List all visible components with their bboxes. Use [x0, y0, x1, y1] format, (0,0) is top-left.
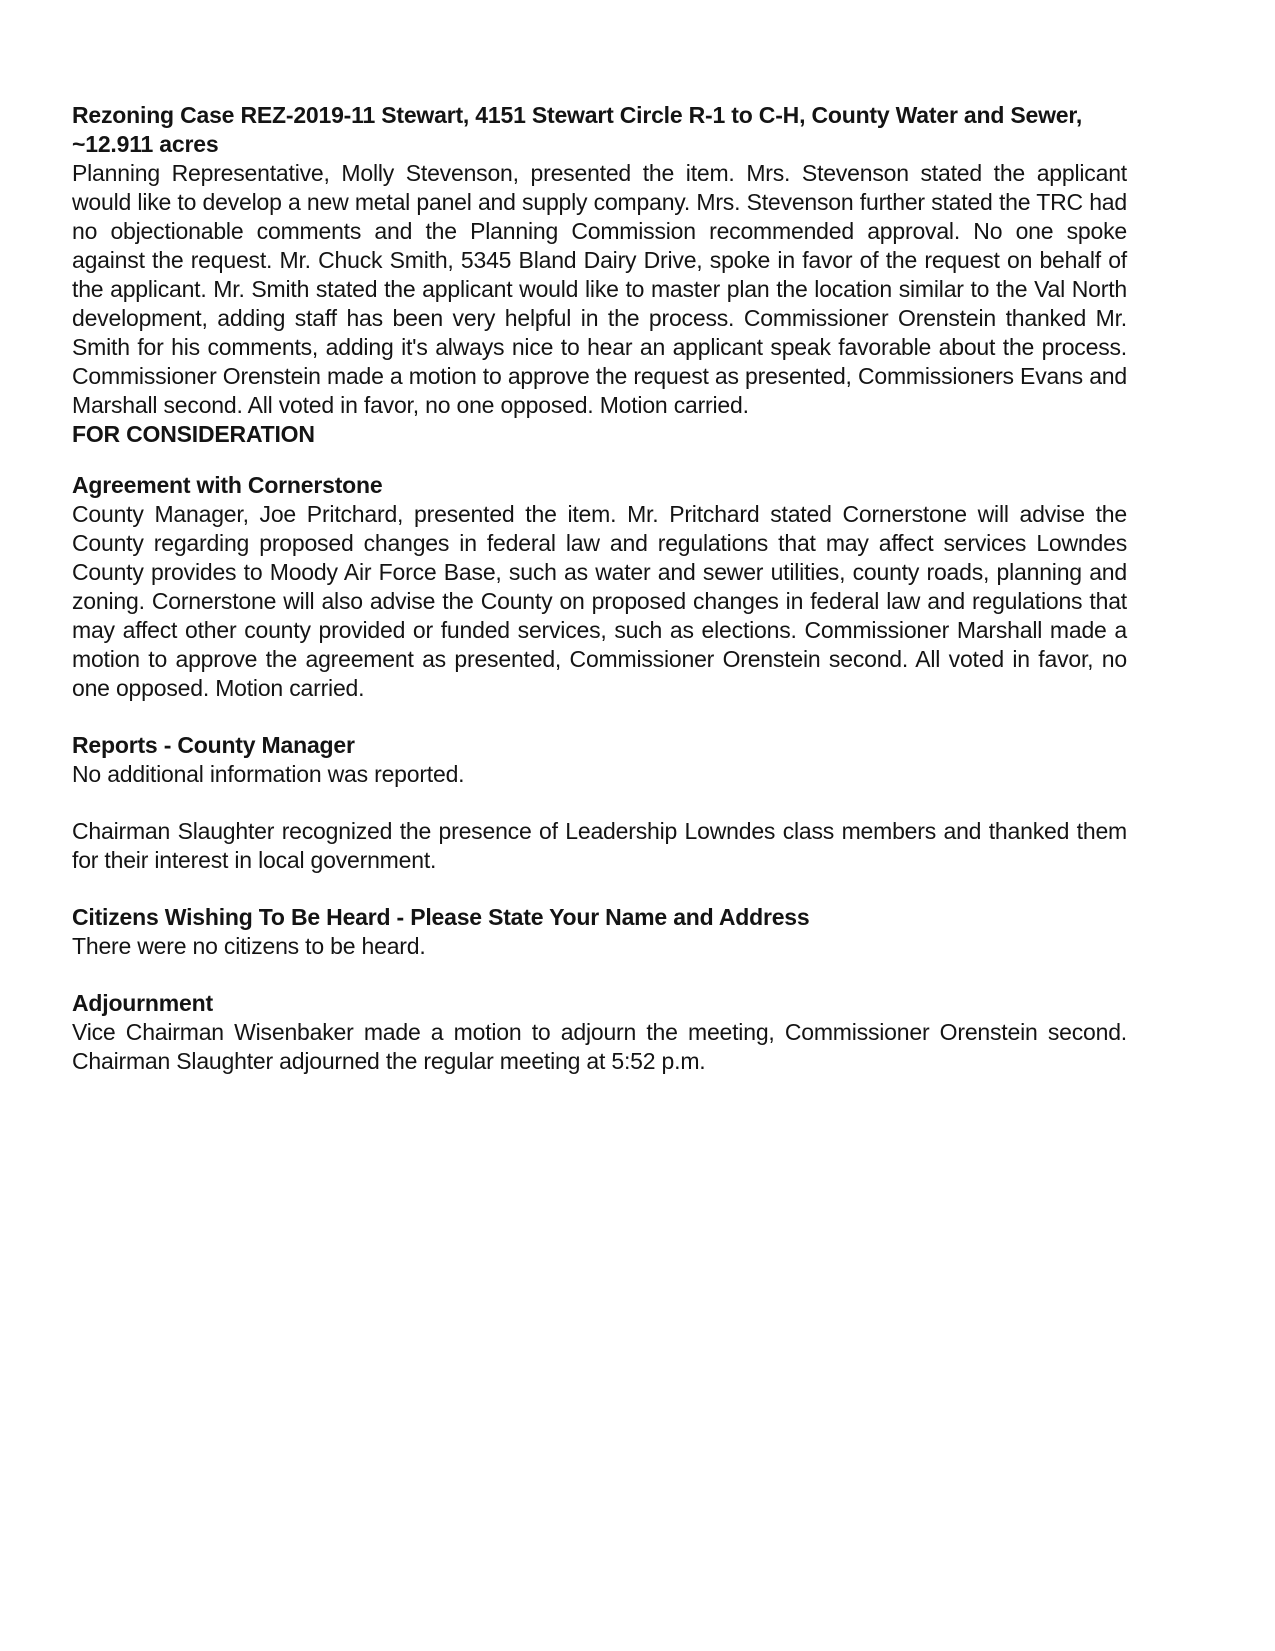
rezoning-case-heading: Rezoning Case REZ-2019-11 Stewart, 4151 Stewart Circle R-1 to C-H, County Water and Sewer, ~12.911 acres	[72, 102, 1083, 157]
section-agreement-cornerstone	[72, 471, 1127, 703]
agreement-cornerstone-heading: Agreement with Cornerstone	[72, 472, 383, 498]
section-adjournment	[72, 989, 1127, 1076]
citizens-to-be-heard-body: There were no citizens to be heard.	[72, 933, 426, 959]
section-citizens-to-be-heard	[72, 903, 1127, 961]
section-rezoning-case	[72, 101, 1127, 420]
reports-county-manager-body: No additional information was reported.	[72, 761, 465, 787]
section-reports-county-manager	[72, 731, 1127, 789]
adjournment-body: Vice Chairman Wisenbaker made a motion to adjourn the meeting, Commissioner Orenstein second. Chairman Slaughter adjourned the regular meeting at 5:52 p.m.	[72, 1019, 1127, 1074]
leadership-recognition-body: Chairman Slaughter recognized the presence of Leadership Lowndes class members and thanked them for their interest in local government.	[72, 818, 1127, 873]
section-leadership-recognition	[72, 817, 1127, 875]
citizens-to-be-heard-heading: Citizens Wishing To Be Heard - Please State Your Name and Address	[72, 904, 810, 930]
agreement-cornerstone-body: County Manager, Joe Pritchard, presented the item. Mr. Pritchard stated Cornerstone will advise the County regarding proposed changes in federal law and regulations that may affect services Lowndes County provides to Moody Air Force Base, such as water and sewer utilities, county roads, planning and zoning. Cornerstone will also advise the County on proposed changes in federal law and regulations that may affect other county provided or funded services, such as elections. Commissioner Marshall made a motion to approve the agreement as presented, Commissioner Orenstein second. All voted in favor, no one opposed. Motion carried.	[72, 501, 1127, 701]
for-consideration-heading: FOR CONSIDERATION	[72, 421, 315, 447]
rezoning-case-body: Planning Representative, Molly Stevenson, presented the item. Mrs. Stevenson stated the applicant would like to develop a new metal panel and supply company. Mrs. Stevenson further stated the TRC had no objectionable comments and the Planning Commission recommended approval. No one spoke against the request. Mr. Chuck Smith, 5345 Bland Dairy Drive, spoke in favor of the request on behalf of the applicant. Mr. Smith stated the applicant would like to master plan the location similar to the Val North development, adding staff has been very helpful in the process. Commissioner Orenstein thanked Mr. Smith for his comments, adding it's always nice to hear an applicant speak favorable about the process. Commissioner Orenstein made a motion to approve the request as presented, Commissioners Evans and Marshall second. All voted in favor, no one opposed. Motion carried.	[72, 160, 1127, 418]
reports-county-manager-heading: Reports - County Manager	[72, 732, 355, 758]
adjournment-heading: Adjournment	[72, 990, 213, 1016]
